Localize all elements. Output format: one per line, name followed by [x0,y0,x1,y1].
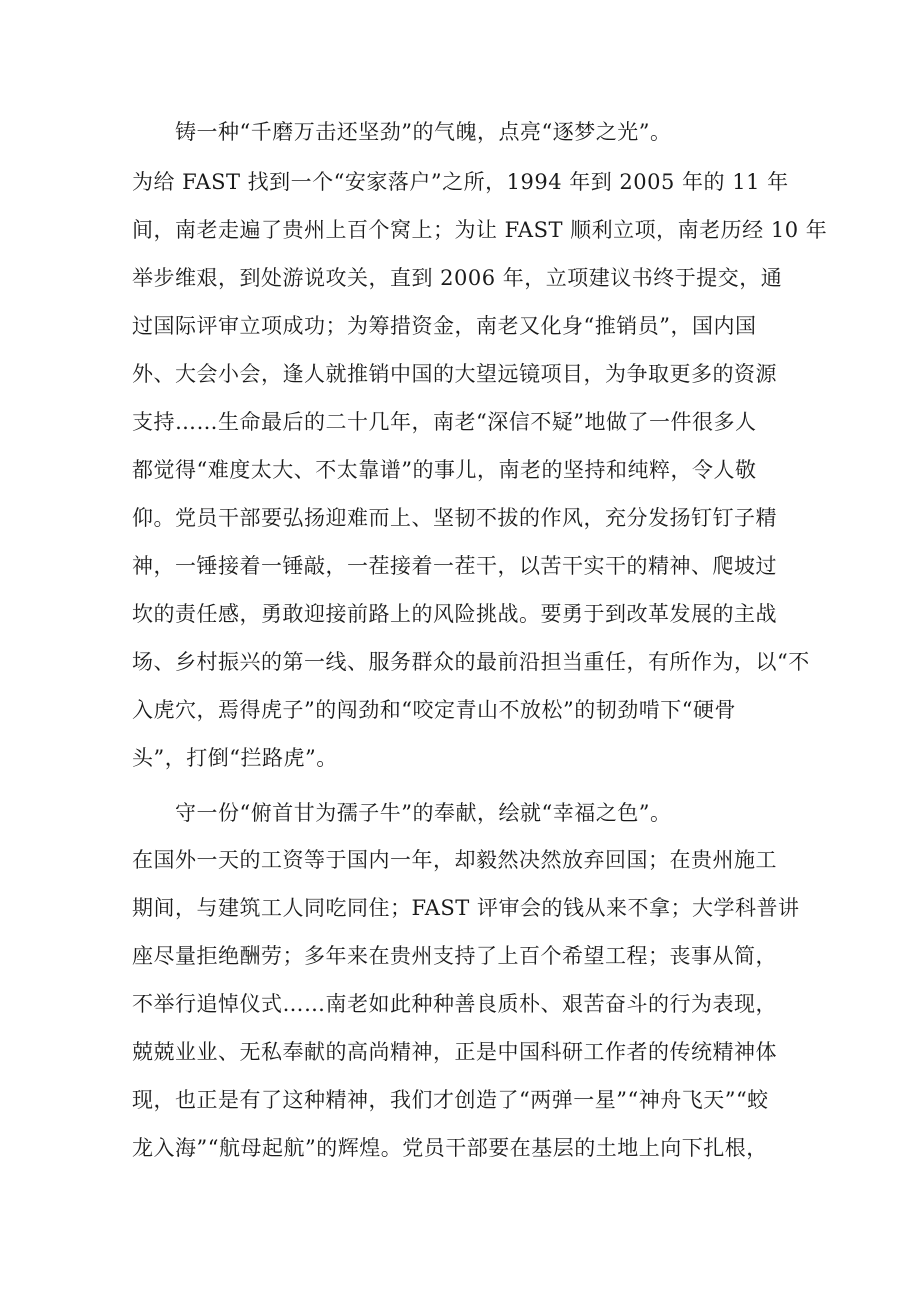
section-1-line: 入虎穴，焉得虎子”的闯劲和“咬定青山不放松”的韧劲啃下“硬骨 [132,698,736,722]
section-1-line: 支持……生命最后的二十几年，南老“深信不疑”地做了一件很多人 [132,410,757,434]
section-2-line: 期间，与建筑工人同吃同住；FAST 评审会的钱从来不拿；大学科普讲 [132,896,800,920]
section-1-heading: 铸一种“千磨万击还坚劲”的气魄，点亮“逐梦之光”。 [175,120,672,144]
section-1-line: 头”，打倒“拦路虎”。 [132,746,338,770]
section-2-line: 座尽量拒绝酬劳；多年来在贵州支持了上百个希望工程；丧事从简， [132,944,777,968]
section-2-heading: 守一份“俯首甘为孺子牛”的奉献，绘就“幸福之色”。 [175,801,672,825]
section-2-line: 龙入海”“航母起航”的辉煌。党员干部要在基层的土地上向下扎根， [132,1136,768,1160]
section-2-line: 不举行追悼仪式……南老如此种种善良质朴、艰苦奋斗的行为表现， [132,992,777,1016]
section-1-line: 都觉得“难度太大、不太靠谱”的事儿，南老的坚持和纯粹，令人敬 [132,458,757,482]
section-1-line: 外、大会小会，逢人就推销中国的大望远镜项目，为争取更多的资源 [132,362,777,386]
section-1-line: 过国际评审立项成功；为筹措资金，南老又化身“推销员”，国内国 [132,314,757,338]
section-1-line: 间，南老走遍了贵州上百个窝上；为让 FAST 顺利立项，南老历经 10 年 [132,218,828,242]
section-1-line: 神，一锤接着一锤敲，一茬接着一茬干，以苦干实干的精神、爬坡过 [132,554,777,578]
section-2-line: 在国外一天的工资等于国内一年，却毅然决然放弃回国；在贵州施工 [132,848,777,872]
section-1-line: 仰。党员干部要弘扬迎难而上、坚韧不拔的作风，充分发扬钉钉子精 [132,506,777,530]
section-1-line: 场、乡村振兴的第一线、服务群众的最前沿担当重任，有所作为，以“不 [132,650,810,674]
section-2-line: 兢兢业业、无私奉献的高尚精神，正是中国科研工作者的传统精神体 [132,1040,777,1064]
section-1-line: 坎的责任感，勇敢迎接前路上的风险挑战。要勇于到改革发展的主战 [132,602,777,626]
section-2-line: 现，也正是有了这种精神，我们才创造了“两弹一星”“神舟飞天”“蛟 [132,1088,769,1112]
section-1-line: 为给 FAST 找到一个“安家落户”之所，1994 年到 2005 年的 11 年 [132,170,789,194]
section-1-line: 举步维艰，到处游说攻关，直到 2006 年，立项建议书终于提交，通 [132,266,783,290]
